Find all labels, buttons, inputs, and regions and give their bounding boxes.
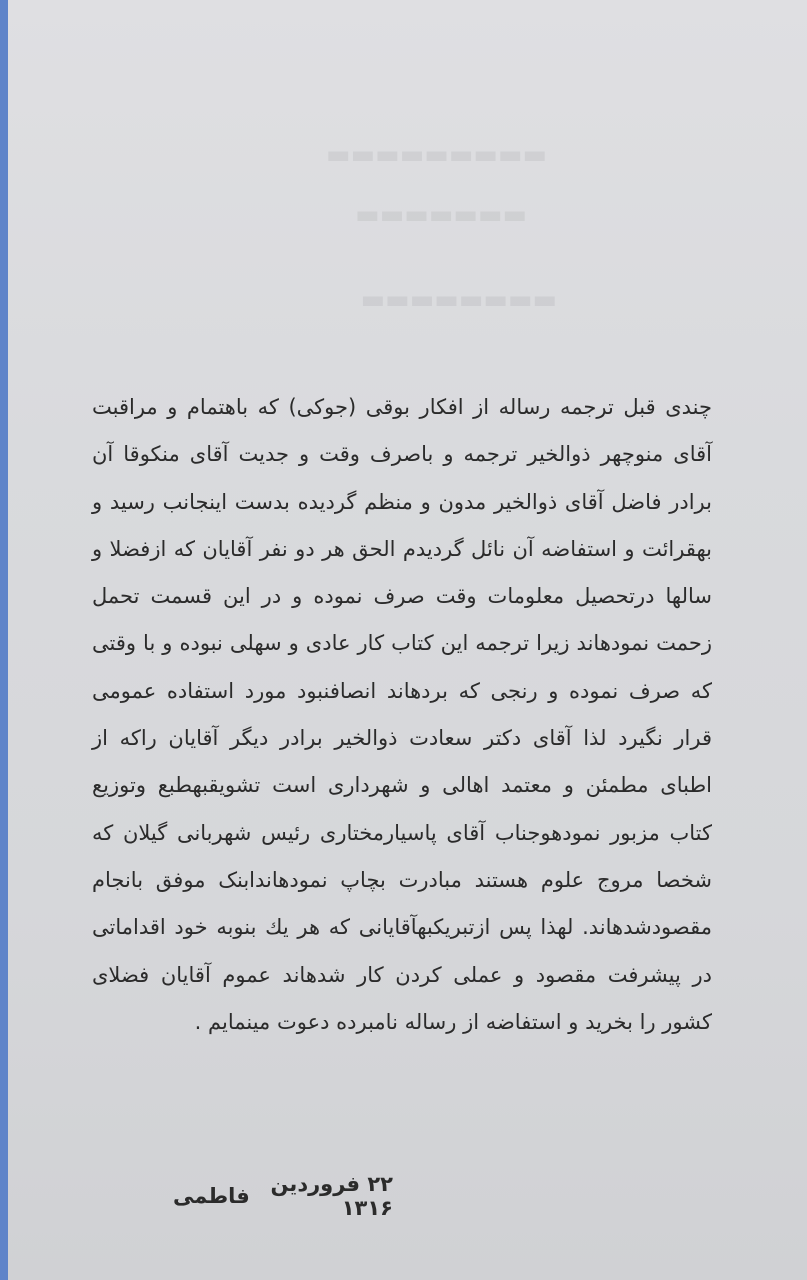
signature-line [173, 1172, 393, 1220]
signature-name: فاطمی [173, 1184, 250, 1208]
show-through-line: ▬▬▬▬▬▬▬▬▬ [325, 140, 547, 170]
show-through-line: ▬▬▬▬▬▬▬ [355, 200, 527, 230]
show-through-line: ▬▬▬▬▬▬▬▬ [360, 285, 557, 315]
document-page [8, 0, 807, 1280]
body-paragraph: چندی قبل ترجمه رساله از افکار بوقی (جوکی) که باهتمام و مراقبت آقای منوچهر ذوالخیر ترجمه و باصرف وقت و جدیت آقای منکوقا آن برادر فاضل آقای ذوالخیر مدون و منظم گردیده بدست اینجانب رسید و بهقرائت و استفاضه آن نائل گردیدم الحق هر دو نفر آقایان که ازفضلا و سالها درتحصیل معلومات وقت صرف نموده و در این قسمت تحمل زحمت نمودهاند زیرا ترجمه این کتاب کار عادی و سهلی نبوده و با وقتی که صرف نموده و رنجی که بردهاند انصافنبود مورد استفاده عمومی قرار نگیرد لذا آقای دکتر سعادت ذوالخیر برادر دیگر آقایان راکه از اطبای مطمئن و معتمد اهالی و شهرداری است تشویقبهطبع وتوزیع کتاب مزبور نمودهوجناب آقای پاسیارمختاری رئیس شهربانی گیلان که شخصا مروج علوم هستند مبادرت بچاپ نمودهاندابنک موفق بانجام مقصودشدهاند. لهذا پس ازتبریکبهآقایانی که هر یك بنوبه خود اقداماتی در پیشرفت مقصود و عملی کردن کار شدهاند عموم آقایان فضلای کشور را بخرید و استفاضه از رساله نامبرده دعوت مینمایم . [92, 395, 712, 1034]
date-text: ۲۲ فروردین ۱۳۱۶ [270, 1172, 393, 1220]
